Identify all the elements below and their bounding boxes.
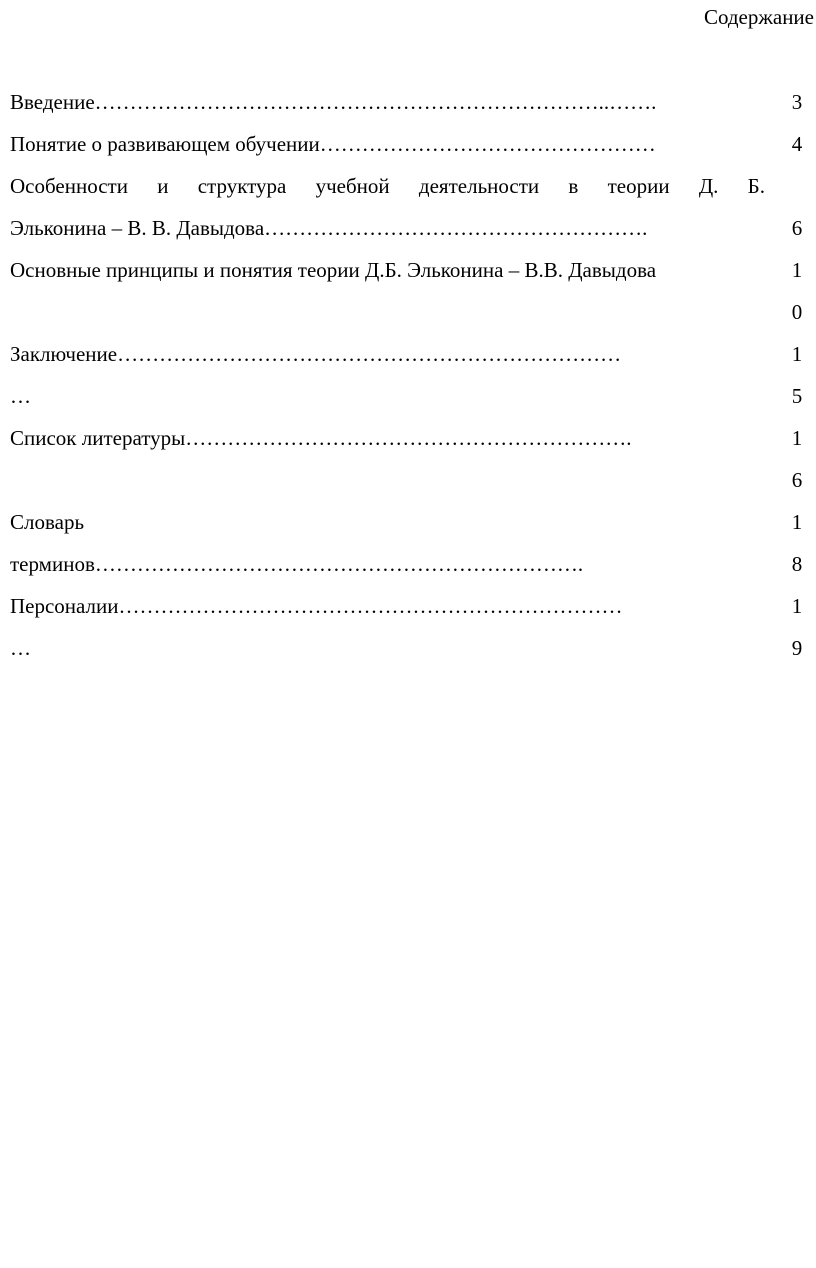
toc-entry-text: Персоналии……………………………………………………………… (10, 594, 623, 618)
toc-page-number: 3 (791, 90, 803, 114)
toc-page-number: 1 (791, 594, 803, 618)
toc-page-number: 1 (791, 258, 803, 282)
toc-line (10, 549, 810, 579)
toc-page-number: 6 (791, 468, 803, 492)
toc-line (10, 171, 810, 201)
toc-line (10, 423, 810, 453)
toc-line (10, 87, 810, 117)
toc-entry-text: терминов……………………………………………………………. (10, 552, 584, 576)
toc-line (10, 297, 810, 327)
toc-entry-text: Эльконина – В. В. Давыдова………………………………………………. (10, 216, 648, 240)
toc-entry-text: Особенности и структура учебной деятельности в теории Д. Б. (10, 174, 765, 198)
toc-entry-text: Заключение……………………………………………………………… (10, 342, 622, 366)
toc-line (10, 633, 810, 663)
toc-entry-text: Введение………………………………………………………………..……. (10, 90, 657, 114)
toc-page-number: 9 (791, 636, 803, 660)
toc-entry-text: Основные принципы и понятия теории Д.Б. Эльконина – В.В. Давыдова (10, 258, 657, 282)
toc-line (10, 255, 810, 285)
toc-page-number: 1 (791, 426, 803, 450)
toc-line (10, 381, 810, 411)
toc-line (10, 129, 810, 159)
toc-line (10, 465, 810, 495)
toc-line (10, 213, 810, 243)
toc-page-number: 8 (791, 552, 803, 576)
toc-line (10, 507, 810, 537)
toc-line (10, 339, 810, 369)
page-title: Содержание (703, 5, 814, 29)
toc-page-number: 1 (791, 342, 803, 366)
toc-entry-text: Словарь (10, 510, 85, 534)
toc-entry-text: Список литературы………………………………………………………. (10, 426, 632, 450)
toc-entry-text: … (10, 384, 31, 408)
toc-page-number: 1 (791, 510, 803, 534)
toc-entry-text: … (10, 636, 31, 660)
toc-page-number: 0 (791, 300, 803, 324)
toc-page-number: 5 (791, 384, 803, 408)
toc-line (10, 591, 810, 621)
toc-page-number: 4 (791, 132, 803, 156)
toc-entry-text: Понятие о развивающем обучении………………………………………… (10, 132, 656, 156)
toc-page-number: 6 (791, 216, 803, 240)
